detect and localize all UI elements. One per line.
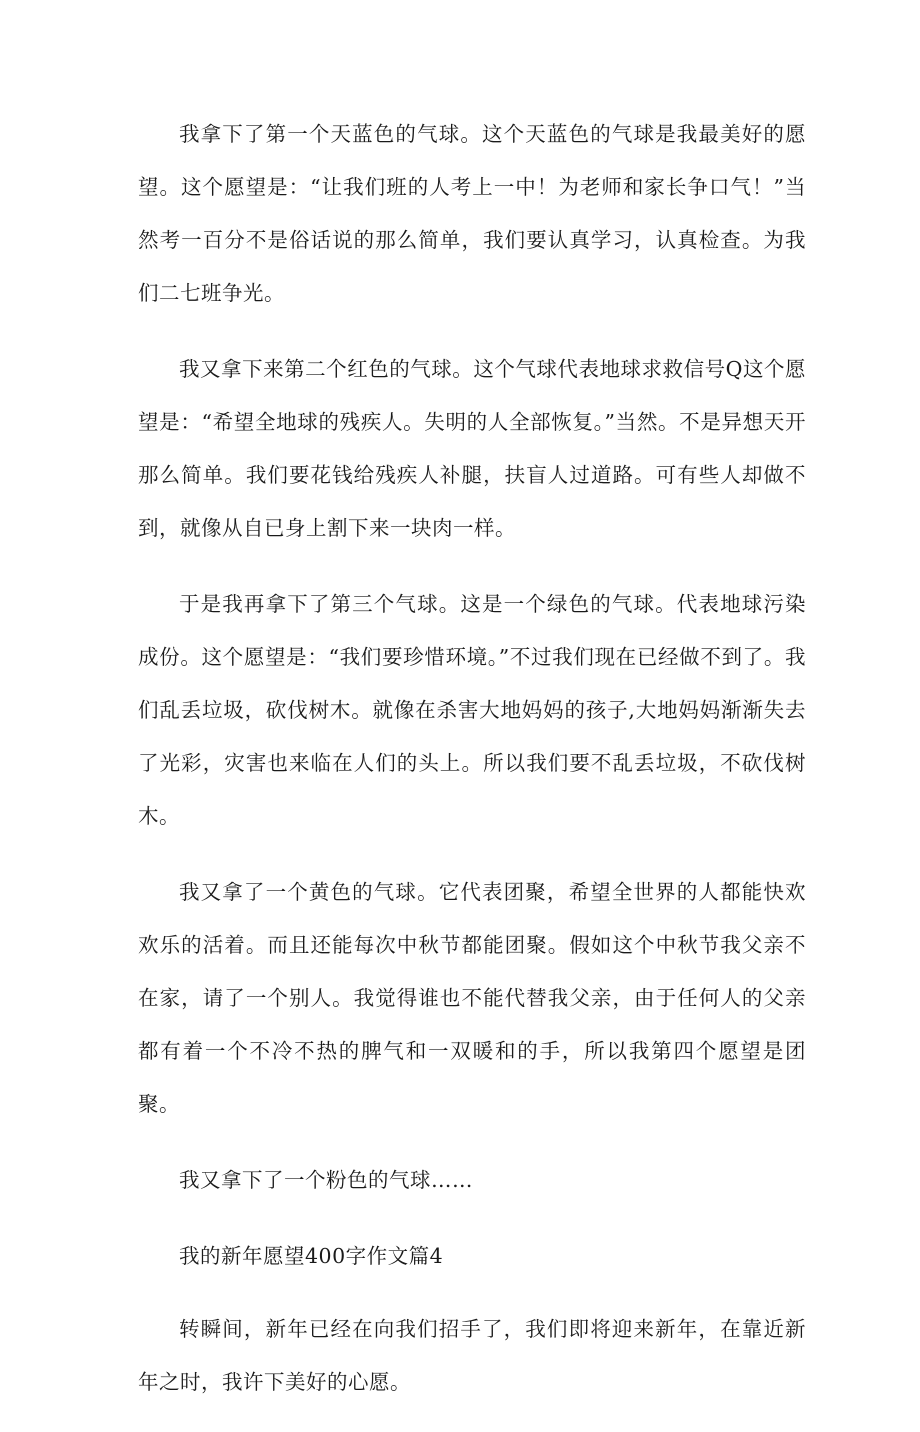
- paragraph-red-balloon: 我又拿下来第二个红色的气球。这个气球代表地球求救信号Q这个愿望是：“希望全地球的残疾人。失明的人全部恢复。”当然。不是异想天开那么简单。我们要花钱给残疾人补腿，扶盲人过道路。可有些人却做不到，就像从自已身上割下来一块肉一样。: [138, 357, 806, 540]
- paragraph-new-year: 转瞬间，新年已经在向我们招手了，我们即将迎来新年，在靠近新年之时，我许下美好的心愿。: [138, 1317, 806, 1394]
- paragraph-green-balloon: 于是我再拿下了第三个气球。这是一个绿色的气球。代表地球污染成份。这个愿望是：“我们要珍惜环境。”不过我们现在已经做不到了。我们乱丢垃圾，砍伐树木。就像在杀害大地妈妈的孩子,大地妈妈渐渐失去了光彩，灾害也来临在人们的头上。所以我们要不乱丢垃圾，不砍伐树木。: [138, 592, 806, 828]
- paragraph-blue-balloon: 我拿下了第一个天蓝色的气球。这个天蓝色的气球是我最美好的愿望。这个愿望是：“让我们班的人考上一中！为老师和家长争口气！”当然考一百分不是俗话说的那么简单，我们要认真学习，认真检查。为我们二七班争光。: [138, 122, 806, 305]
- section-heading: 我的新年愿望400字作文篇4: [179, 1244, 444, 1268]
- document-body: [138, 108, 806, 1432]
- paragraph-pink-balloon: 我又拿下了一个粉色的气球……: [179, 1168, 473, 1192]
- paragraph-yellow-balloon: 我又拿了一个黄色的气球。它代表团聚，希望全世界的人都能快欢欢乐的活着。而且还能每次中秋节都能团聚。假如这个中秋节我父亲不在家，请了一个别人。我觉得谁也不能代替我父亲，由于任何人的父亲都有着一个不冷不热的脾气和一双暖和的手，所以我第四个愿望是团聚。: [138, 880, 806, 1116]
